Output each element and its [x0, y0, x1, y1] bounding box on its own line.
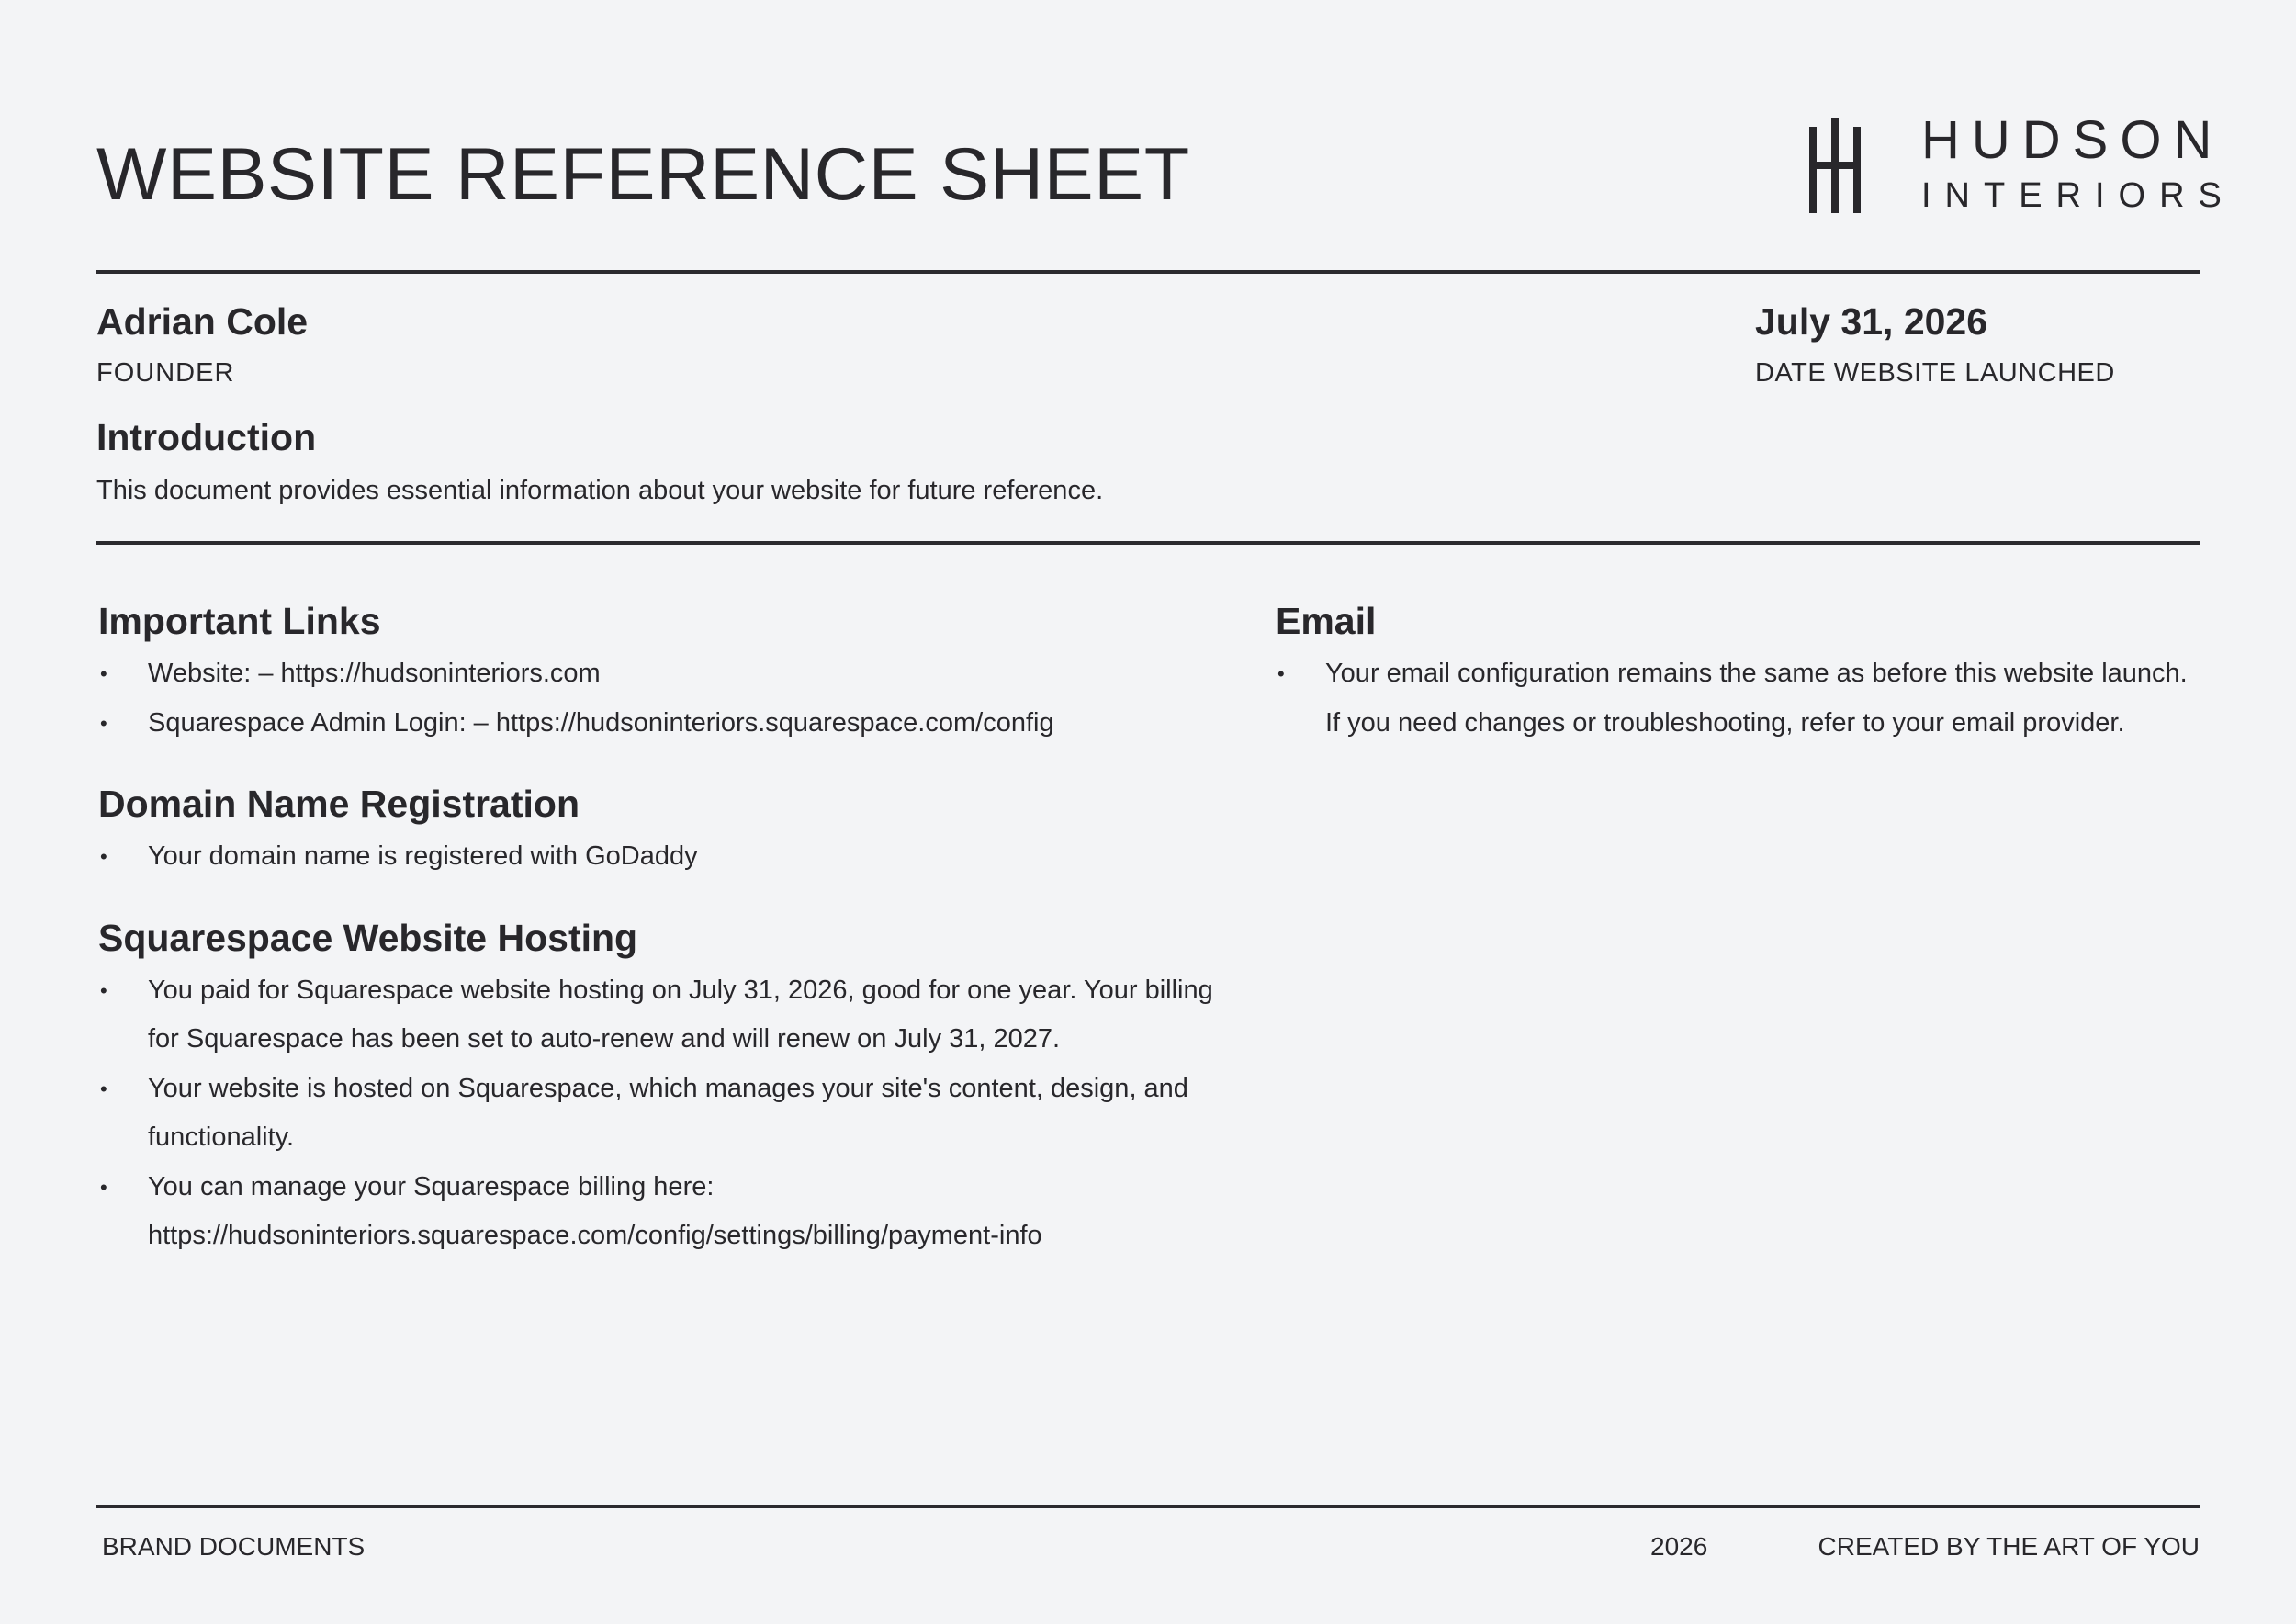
bullet-icon: •: [100, 1077, 107, 1100]
footer-divider: [96, 1505, 2200, 1508]
bullet-icon: •: [100, 978, 107, 1002]
list-item: [98, 1065, 1219, 1163]
section-heading: Email: [1276, 600, 1377, 642]
list-item-text: You paid for Squarespace website hosting on July 31, 2026, good for one year. Your billing for Squarespace has been set to auto-renew and will renew on July 31, 2027.: [148, 975, 1213, 1054]
bullet-icon: •: [100, 845, 107, 868]
person-role: FOUNDER: [96, 358, 235, 388]
section-heading: Squarespace Website Hosting: [98, 916, 638, 959]
list-item: [98, 966, 1219, 1065]
intro-divider: [96, 541, 2200, 545]
bullet-list: [98, 649, 1219, 748]
launch-date-label: DATE WEBSITE LAUNCHED: [1755, 358, 2115, 388]
list-item-text: Website: – https://hudsoninteriors.com: [148, 659, 601, 688]
header-divider: [96, 270, 2200, 274]
bullet-icon: •: [100, 662, 107, 685]
right-column: [1276, 595, 2203, 778]
list-item-text: You can manage your Squarespace billing here: https://hudsoninteriors.squarespace.com/config/settings/billing/payment-info: [148, 1171, 1042, 1250]
bullet-list: [98, 966, 1219, 1261]
list-item-text: Squarespace Admin Login: – https://hudsoninteriors.squarespace.com/config: [148, 707, 1054, 738]
brand-name-line1: HUDSON: [1921, 110, 2224, 170]
footer-label: BRAND DOCUMENTS: [102, 1532, 366, 1561]
brand-name-line2: INTERIORS: [1921, 176, 2235, 215]
hudson-monogram-icon: [1809, 118, 1861, 213]
section-heading: Domain Name Registration: [98, 783, 580, 825]
launch-date: July 31, 2026: [1755, 300, 1988, 343]
bullet-icon: •: [1277, 662, 1285, 685]
section-website-hosting: [98, 912, 1219, 1261]
list-item-text: Your website is hosted on Squarespace, which manages your site's content, design, and functionality.: [148, 1073, 1188, 1152]
intro-text: This document provides essential information about your website for future reference.: [96, 476, 1104, 505]
list-item-text: Your domain name is registered with GoDaddy: [148, 841, 698, 871]
left-column: [98, 595, 1219, 1291]
brand-logo: [1809, 110, 2235, 215]
list-item: [1276, 649, 2203, 748]
section-important-links: [98, 595, 1219, 748]
section-domain-registration: [98, 778, 1219, 882]
list-item: [98, 699, 1219, 749]
list-item: [98, 1163, 1219, 1261]
footer-credit: CREATED BY THE ART OF YOU: [1818, 1532, 2200, 1561]
list-item-text: Your email configuration remains the same as before this website launch. If you need changes or troubleshooting, refer to your email provider.: [1325, 659, 2188, 738]
section-email: [1276, 595, 2203, 748]
section-heading: Important Links: [98, 600, 381, 642]
person-name: Adrian Cole: [96, 300, 309, 343]
bullet-list: [1276, 649, 2203, 748]
list-item: [98, 649, 1219, 699]
list-item: [98, 832, 1219, 882]
bullet-list: [98, 832, 1219, 882]
bullet-icon: •: [100, 1175, 107, 1199]
bullet-icon: •: [100, 711, 107, 735]
page-title: WEBSITE REFERENCE SHEET: [96, 133, 1190, 216]
intro-heading: Introduction: [96, 416, 317, 458]
footer-year: 2026: [1650, 1532, 1708, 1561]
